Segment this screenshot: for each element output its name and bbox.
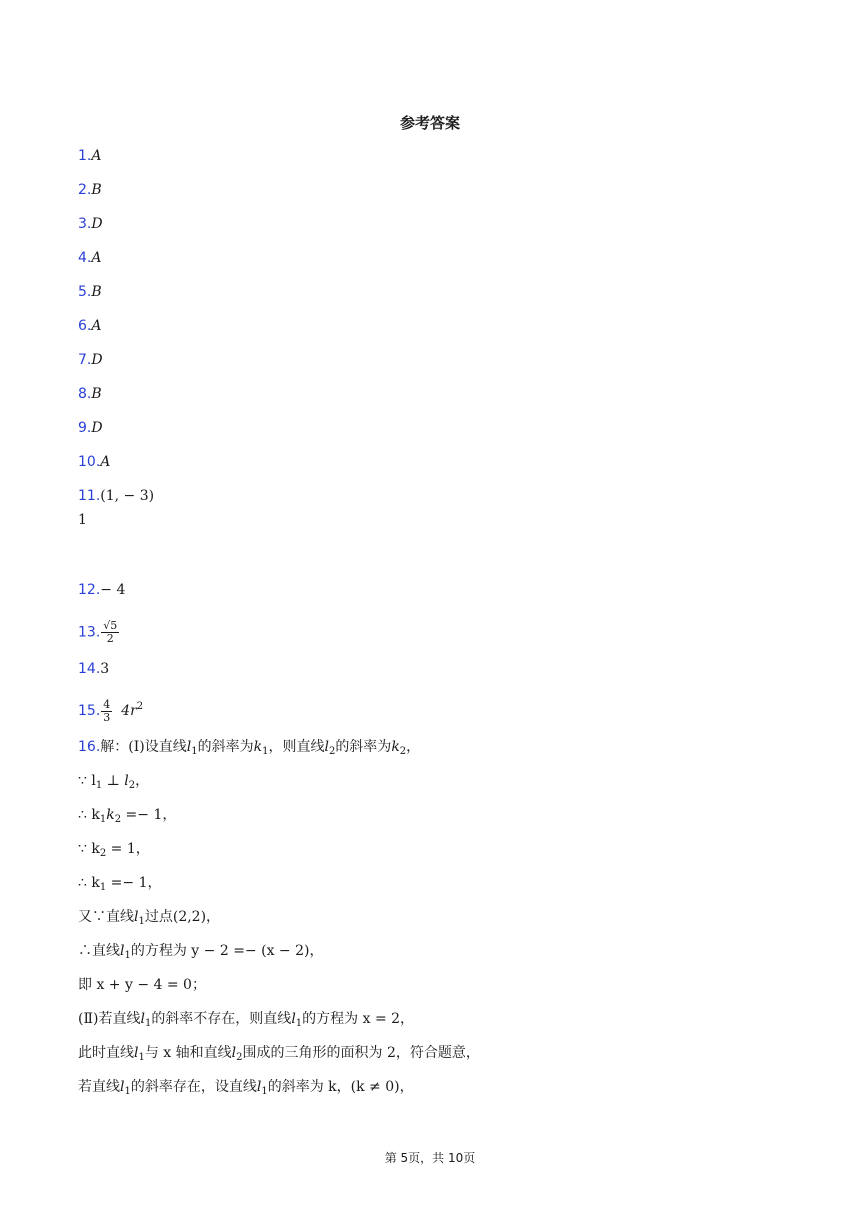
fraction: $\frac{4}{3}$: [103, 697, 111, 724]
answer-15: 15. $\frac{4}{3}$ $4r^2$: [78, 697, 144, 724]
answer-9: 9.D: [78, 420, 103, 436]
page-title: 参考答案: [399, 114, 460, 132]
answer-16-line-5: ∴ $k_1 =- 1$，: [78, 875, 162, 893]
answer-16-line-2: ∵ $l_1$ ⊥ $l_2$，: [78, 773, 150, 791]
answer-16-line-1: 16.解：(Ⅰ)设直线$l_1$的斜率为$k_1$，则直线$l_2$的斜率为$k_2$，: [78, 739, 421, 757]
answer-16-line-7: ∴直线$l_1$的方程为 y − 2 =− (x − 2)，: [78, 943, 324, 961]
answer-3: 3.D: [78, 216, 103, 232]
answer-10: 10.A: [78, 454, 111, 470]
answer-16-line-10: 此时直线$l_1$与 x 轴和直线$l_2$围成的三角形的面积为 2，符合题意，: [78, 1045, 480, 1063]
answer-8: 8.B: [78, 386, 102, 402]
answer-16-line-8: 即 x + y − 4 = 0；: [78, 977, 206, 993]
answer-1: 1.A: [78, 148, 102, 164]
answer-6: 6.A: [78, 318, 102, 334]
answer-5: 5.B: [78, 284, 102, 300]
fraction: $\frac{√5}{2}$: [103, 619, 118, 645]
answer-16-line-6: 又∵直线$l_1$过点(2,2)，: [78, 909, 221, 927]
answer-7: 7.D: [78, 352, 103, 368]
answer-16-line-11: 若直线$l_1$的斜率存在，设直线$l_1$的斜率为 k，(k ≠ 0)，: [78, 1079, 414, 1097]
answer-11-extra: 1: [78, 512, 87, 528]
answer-13: 13. $\frac{√5}{2}$: [78, 619, 118, 645]
answer-14: 14.3: [78, 661, 110, 677]
answer-4: 4.A: [78, 250, 102, 266]
answer-11: 11.(1, − 3): [78, 488, 155, 504]
answer-16-line-3: ∴ $k_1k_2 =- 1$，: [78, 807, 177, 825]
answer-2: 2.B: [78, 182, 102, 198]
answer-12: 12.− 4: [78, 582, 126, 598]
page-footer: 第 5页，共 10页: [384, 1151, 476, 1165]
answer-16-line-9: (Ⅱ)若直线$l_1$的斜率不存在，则直线$l_1$的方程为 x = 2，: [78, 1011, 415, 1029]
answer-16-line-4: ∵ $k_2 = 1$，: [78, 841, 150, 859]
